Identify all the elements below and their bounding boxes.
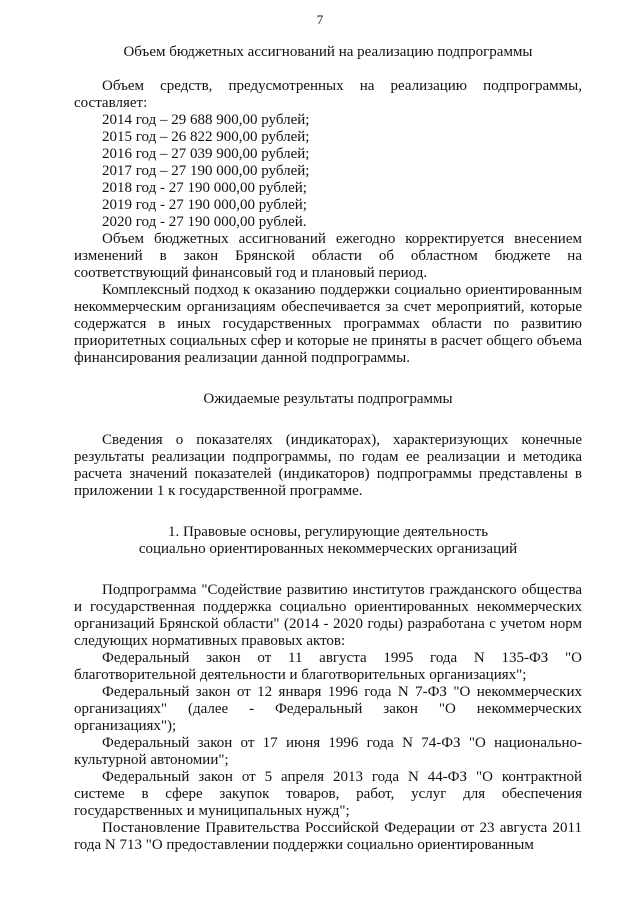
budget-adjust-paragraph: Объем бюджетных ассигнований ежегодно корректируется внесением изменений в закон Брянской области об областном бюджете на соответствующий финансовый год и плановый период.: [74, 231, 582, 281]
results-heading: Ожидаемые результаты подпрограммы: [203, 391, 453, 407]
results-paragraph: Сведения о показателях (индикаторах), характеризующих конечные результаты реализации подпрограммы, по годам ее реализации и методика расчета значений показателей (индикаторов) подпрограммы представлены в приложении 1 к государственной программе.: [74, 432, 582, 499]
legal-act-item: Федеральный закон от 11 августа 1995 года N 135-ФЗ "О благотворительной деятельности и благотворительных организациях";: [74, 650, 582, 683]
legal-heading-line2: социально ориентированных некоммерческих организаций: [138, 541, 518, 557]
budget-year-item: 2018 год - 27 190 000,00 рублей;: [102, 180, 307, 196]
legal-act-item: Федеральный закон от 12 января 1996 года N 7-ФЗ "О некоммерческих организациях" (далее - Федеральный закон "О некоммерческих организациях");: [74, 684, 582, 734]
budget-year-item: 2019 год - 27 190 000,00 рублей;: [102, 197, 307, 213]
legal-heading-line1: 1. Правовые основы, регулирующие деятельность: [167, 524, 489, 540]
budget-year-list: [74, 112, 582, 231]
budget-year-item: 2014 год – 29 688 900,00 рублей;: [102, 112, 310, 128]
legal-act-item: Постановление Правительства Российской Федерации от 23 августа 2011 года N 713 "О предоставлении поддержки социально ориентированным: [74, 820, 582, 853]
budget-heading: Объем бюджетных ассигнований на реализацию подпрограммы: [123, 44, 533, 60]
page-number: 7: [316, 12, 324, 27]
legal-act-item: Федеральный закон от 17 июня 1996 года N 74-ФЗ "О национально-культурной автономии";: [74, 735, 582, 768]
budget-year-item: 2015 год – 26 822 900,00 рублей;: [102, 129, 310, 145]
budget-year-item: 2016 год – 27 039 900,00 рублей;: [102, 146, 310, 162]
budget-complex-paragraph: Комплексный подход к оказанию поддержки социально ориентированным некоммерческим организациям обеспечивается за счет мероприятий, которые содержатся в иных государственных программах области по развитию приоритетных социальных сфер и которые не приняты в расчет общего объема финансирования реализации данной подпрограммы.: [74, 282, 582, 366]
legal-act-item: Федеральный закон от 5 апреля 2013 года N 44-ФЗ "О контрактной системе в сфере закупок товаров, работ, услуг для обеспечения государственных и муниципальных нужд";: [74, 769, 582, 819]
page-content: [74, 44, 582, 854]
legal-acts-list: [74, 650, 582, 854]
budget-year-item: 2017 год – 27 190 000,00 рублей;: [102, 163, 310, 179]
budget-year-item: 2020 год - 27 190 000,00 рублей.: [102, 214, 307, 230]
budget-intro: Объем средств, предусмотренных на реализацию подпрограммы, составляет:: [74, 78, 582, 111]
legal-intro-paragraph: Подпрограмма "Содействие развитию институтов гражданского общества и государственная поддержка социально ориентированных некоммерческих организаций Брянской области" (2014 - 2020 годы) разработана с учетом норм следующих нормативных правовых актов:: [74, 582, 582, 649]
